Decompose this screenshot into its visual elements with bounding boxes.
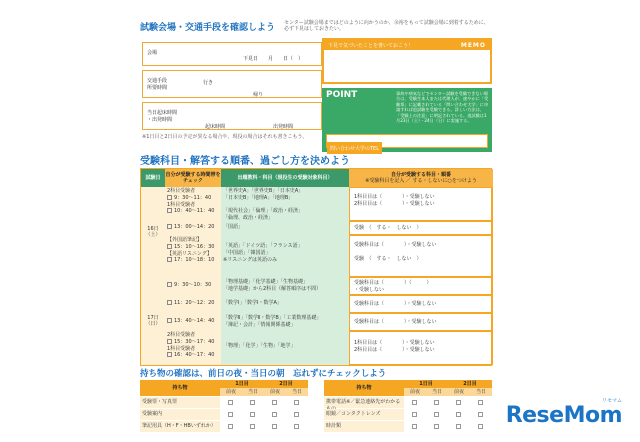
transport-label: 交通手段 所要時間 [147,78,168,91]
day-16: 16日 （土） [141,187,165,277]
day-17: 17日 （日） [141,277,165,365]
time-checkbox[interactable] [167,300,172,305]
belonging-checkbox[interactable] [250,424,255,429]
belonging-checkbox[interactable] [456,400,461,405]
belonging-checkbox[interactable] [412,400,417,405]
row-mine: 受験科目は（ ）（ ） ・受験しない [349,277,493,295]
belonging-checkbox[interactable] [478,424,483,429]
belonging-checkbox[interactable] [272,424,277,429]
point-box [322,88,492,152]
row-check: 2科目受験者 9：30〜11：40 1科目受験者 10：40〜11：40 [165,187,221,221]
from-label: 帰り [253,92,264,98]
belonging-checkbox[interactable] [294,424,299,429]
belongings-table [140,380,492,434]
section3-title: 持ち物の確認は、前日の夜・当日の朝 忘れずにチェックしよう [140,369,387,379]
row-mine: 受験 （ する・ しない ） [349,221,493,235]
time-checkbox[interactable] [167,208,172,213]
time-checkbox[interactable] [167,244,172,249]
table-row [165,331,493,365]
belonging-checkbox[interactable] [456,424,461,429]
right-d1-morning: 当日 [426,388,448,396]
left-d2-night: 前夜 [264,388,286,396]
row-mine: 受験科目は（ ）・受験しない [349,313,493,331]
transport-box [142,70,322,98]
belonging-checkbox[interactable] [434,412,439,417]
header-subjects: 出題教科・科目（現役生の受験対象科目） [221,169,349,187]
left-d1-night: 前夜 [220,388,242,396]
header-check: 自分が受験する時間帯をチェック [165,169,221,187]
wake-box [142,102,322,130]
logo-sub: リセマム [602,398,622,404]
row-subjects: 「数学Ⅰ」「数学Ⅰ・数学A」 [221,295,349,313]
venue-label: 会場 [147,50,158,56]
right-d2-night: 前夜 [448,388,470,396]
belonging-checkbox[interactable] [478,412,483,417]
list-item: 眼鏡／コンタクトレンズ [324,409,404,420]
wake-label: 当日起床時間 ・出発時間 [147,110,178,123]
table-row [165,187,493,221]
left-item-header: 持ち物 [140,380,220,396]
row-check: 13：00〜14：20 [165,221,221,235]
left-day1: 1日目 [220,380,264,388]
header-date: 試験日 [141,169,165,187]
left-day2: 2日目 [264,380,308,388]
list-item: 時計類 [324,421,404,432]
row-mine: 1科目目は（ ）・受験しない 2科目目は（ ）・受験しない [349,187,493,221]
table-row [165,295,493,313]
header-mine-sub: ※受験科目を記入 ／ する・しないに○をつけよう [365,178,477,184]
row-subjects: 「英語」「ドイツ語」「フランス語」 「中国語」「韓国語」 ※リスニングは英語のみ [221,235,349,277]
time-checkbox[interactable] [167,195,172,200]
header-mine [349,169,493,187]
memo-prompt: 下見で気づいたことを書いておこう！ [328,42,414,49]
table-row [165,235,493,277]
list-item: 受験案内 [140,409,220,420]
row-mine: 1科目目は（ ）・受験しない 2科目目は（ ）・受験しない [349,331,493,365]
to-label: 行き [203,80,214,86]
belonging-checkbox[interactable] [456,412,461,417]
row-subjects: 「物理基礎」「化学基礎」「生物基礎」 「地学基礎」から2科目（解答順序は不問） [221,277,349,295]
schedule-table [140,168,492,366]
row-subjects: 「数学Ⅱ」「数学Ⅱ・数学B」「工業数理基礎」 「簿記・会計」「情報関係基礎」 [221,313,349,331]
left-d1-morning: 当日 [242,388,264,396]
belonging-checkbox[interactable] [228,412,233,417]
belonging-checkbox[interactable] [272,400,277,405]
list-item: 携帯電話※／緊急連絡先がわかる [324,397,404,408]
point-tel-label: 問い合わせ大学のTEL [327,142,382,154]
right-day2: 2日目 [448,380,492,388]
belonging-checkbox[interactable] [250,412,255,417]
time-checkbox[interactable] [167,318,172,323]
table-row [165,313,493,331]
belonging-checkbox[interactable] [434,400,439,405]
time-checkbox[interactable] [167,339,172,344]
memo-box [322,38,492,84]
point-text: 事故や病気などでセンター試験を受験できない場合は、受験生本人または代理人が、速やかに「受験票」に記載されている「問い合わせ大学」に申請すれば追試験を受験できる。詳しい方法は、「受験上の注意」に明記されている。追試験は1月23日（土）・24日（日）に実施する。 [396,91,489,124]
belonging-checkbox[interactable] [250,400,255,405]
header-mine-title: 自分が受験する科目・順番 [390,172,451,178]
depart-time: 出発時間 [273,124,294,130]
wake-time: 起床時間 [205,124,226,130]
row-check: 13：40〜14：40 [165,313,221,331]
row-check: 2科目受験者 15：30〜17：40 1科目受験者 16：40〜17：40 [165,331,221,365]
table-row [165,221,493,235]
belonging-checkbox[interactable] [294,400,299,405]
belonging-checkbox[interactable] [434,424,439,429]
right-d2-morning: 当日 [470,388,492,396]
time-checkbox[interactable] [167,282,172,287]
point-label: POINT [326,90,358,100]
right-day1: 1日目 [404,380,448,388]
time-checkbox[interactable] [167,352,172,357]
row-mine: 受験科目は（ ）・受験しない 受験 （ する・ しない ） [349,235,493,277]
memo-header [324,40,490,50]
right-item-header: 持ち物 [324,380,404,396]
belonging-checkbox[interactable] [412,424,417,429]
preview-date: 下見日 月 日（ ） [243,56,304,62]
section2-title: 受験科目・解答する順番、過ごし方を決めよう [140,156,350,167]
row-check: 【外国語筆記】 15：10〜16：30 【英語リスニング】 17：10〜18：10 [165,235,221,277]
memo-label: MEMO [460,41,486,49]
section1-footnote: ※1日目と2日目の予定が異なる場合や、現役の場合はそれも書きこもう。 [142,134,308,140]
time-checkbox[interactable] [167,257,172,262]
row-subjects: 「物理」「化学」「生物」「地学」 [221,331,349,365]
row-check: 9：30〜10：30 [165,277,221,295]
row-subjects: 「国語」 [221,221,349,235]
right-d1-night: 前夜 [404,388,426,396]
table-row [165,277,493,295]
belonging-checkbox[interactable] [478,400,483,405]
belonging-checkbox[interactable] [412,412,417,417]
list-item: 筆記用具（H・F・HBいずれか） [140,421,220,432]
belonging-checkbox[interactable] [294,412,299,417]
time-checkbox[interactable] [167,224,172,229]
venue-box [142,42,322,66]
row-subjects: 「世界史A」「世界史B」「日本史A」 「日本史B」「地理A」「地理B」 「現代社会」「倫理」「政治・経済」 「倫理、政治・経済」 [221,187,349,221]
list-item: 受験票・写真票 [140,397,220,408]
worksheet-page [114,8,494,434]
row-check: 11：20〜12：20 [165,295,221,313]
section1-note: センター試験会場まではどのように向かうのか、余裕をもって試験会場に到着するために、必ず下見はしておきたい。 [284,20,489,33]
left-d2-morning: 当日 [286,388,308,396]
section1-title: 試験会場・交通手段を確認しよう [140,23,276,33]
row-mine: 受験科目は（ ）・受験しない [349,295,493,313]
belonging-checkbox[interactable] [228,400,233,405]
resemom-logo: ReseMom [505,403,622,428]
belonging-checkbox[interactable] [228,424,233,429]
belonging-checkbox[interactable] [272,412,277,417]
point-tel [326,134,488,152]
